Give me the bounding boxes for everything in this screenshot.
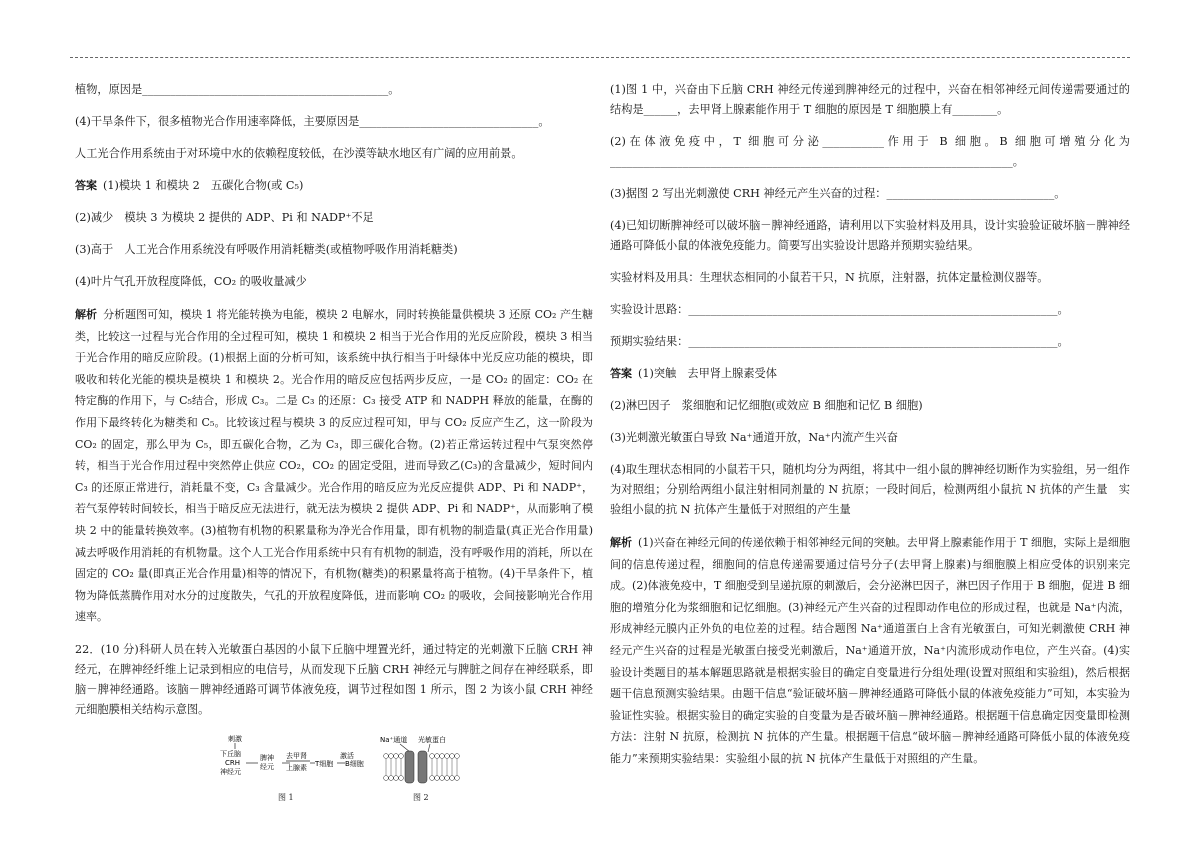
answer-line: (2)淋巴因子 浆细胞和记忆细胞(或效应 B 细胞和记忆 B 细胞) <box>610 399 923 412</box>
left-column <box>75 80 593 806</box>
question-22: 22．(10 分)科研人员在转入光敏蛋白基因的小鼠下丘脑中埋置光纤，通过特定的光刺激下丘脑 CRH 神经元，在脾神经纤维上记录到相应的电信号，从而发现下丘脑 CRH 神经元与脾脏之间存在神经联系，即脑－脾神经通路。该脑－脾神经通路可调节体液免疫，调节过程如图 1 所示，图 2 为该小鼠 CRH 神经元细胞膜相关结构示意图。 <box>75 642 593 716</box>
fig1-spleen-label-1: 脾神 <box>260 753 274 762</box>
fig1-stim-label: 刺激 <box>228 734 242 743</box>
analysis-paragraph <box>610 532 1130 770</box>
figure-1 <box>220 734 380 802</box>
analysis-label: 解析 <box>75 308 98 321</box>
analysis-text: 分析题图可知，模块 1 将光能转换为电能，模块 2 电解水，同时转换能量供模块 3 还原 CO₂ 产生糖类，比较这一过程与光合作用的全过程可知，模块 1 和模块 2 相当于光合作用的光反应阶段，模块 3 相当于光合作用的暗反应阶段。(1)根据上面的分析可知，该系统中执行相当于叶绿体中光反应功能的模块，即吸收和转化光能的模块是模块 1 和模块 2。光合作用的暗反应包括两步反应，一是 CO₂ 的固定：CO₂ 在特定酶的作用下，与 C₅结合，形成 C₃。二是 C₃ 的还原：C₃ 接受 ATP 和 NADPH 释放的能量，在酶的作用下最终转化为糖类和 C₅。比较该过程与模块 3 的反应过程可知，甲与 CO₂ 反应产生乙，这一阶段为 CO₂ 的固定，那么甲为 C₅，即五碳化合物，乙为 C₃，即三碳化合物。(2)若正常运转过程中气泵突然停转，相当于光合作用过程中突然停止供应 CO₂，CO₂ 的固定受阻，进而导致乙(C₃)的含量减少，短时间内 C₃ 的还原正常进行，消耗量不变，C₃ 含量减少。光合作用的暗反应为光反应提供 ADP、Pi 和 NADP⁺，若气泵停转时间较长，相当于暗反应无法进行，就无法为模块 2 提供 ADP、Pi 和 NADP⁺，从而影响了模块 2 中的能量转换效率。(3)植物有机物的积累量称为净光合作用量，即有机物的制造量(真正光合作用量)减去呼吸作用消耗的有机物量。这个人工光合作用系统中只有有机物的制造，没有呼吸作用的消耗，所以在固定的 CO₂ 量(即真正光合作用量)相等的情况下，有机物(糖类)的积累量将高于植物。(4)干旱条件下，植物为降低蒸腾作用对水分的过度散失，气孔的开放程度降低，进而影响 CO₂ 的吸收，会间接影响光合作用速率。 <box>75 308 594 624</box>
fig2-na-label: Na⁺通道 <box>380 735 408 744</box>
na-channel-left <box>405 751 414 783</box>
sub-question: (1)图 1 中，兴奋由下丘脑 CRH 神经元传递到脾神经元的过程中，兴奋在相邻神经元间传递需要通过的结构是______，去甲肾上腺素能作用于 T 细胞的原因是 T 细胞膜上有________。 <box>610 83 1130 116</box>
answer-line <box>75 176 593 196</box>
fig1-crh-label: CRH <box>225 758 241 767</box>
header-rule <box>70 57 1130 58</box>
na-channel-right <box>418 751 427 783</box>
fig1-ne-label-2: 上腺素 <box>286 763 307 772</box>
fig1-bcell-label: B细胞 <box>345 759 364 768</box>
figures <box>75 734 593 806</box>
question-text: 植物，原因是____________________________________________。 <box>75 83 400 96</box>
question-text: (4)干旱条件下，很多植物光合作用速率降低，主要原因是________________________________。 <box>75 115 550 128</box>
fig1-tcell-label: T细胞 <box>315 759 334 768</box>
answer-label: 答案 <box>610 367 632 380</box>
answer-line: (3)光刺激光敏蛋白导致 Na⁺通道开放，Na⁺内流产生兴奋 <box>610 431 898 444</box>
sub-question: (4)已知切断脾神经可以破坏脑－脾神经通路，请利用以下实验材料及用具，设计实验验证破坏脑－脾神经通路可降低小鼠的体液免疫能力。简要写出实验设计思路并预期实验结果。 <box>610 219 1130 252</box>
fig1-ne-label-1: 去甲肾 <box>286 751 307 760</box>
answer-line: (4)叶片气孔开放程度降低，CO₂ 的吸收量减少 <box>75 275 307 288</box>
expected-prompt: 预期实验结果：__________________________________________________________________。 <box>610 335 1069 348</box>
analysis-paragraph <box>75 304 593 628</box>
design-prompt: 实验设计思路：__________________________________________________________________。 <box>610 303 1069 316</box>
sub-question: (2)在体液免疫中，T 细胞可分泌___________作用于 B 细胞。B 细胞可增殖分化为________________________________________________________________________。 <box>610 135 1130 168</box>
analysis-text: (1)兴奋在神经元间的传递依赖于相邻神经元间的突触。去甲肾上腺素能作用于 T 细胞，实际上是细胞间的信息传递过程，细胞间的信息传递需要通过信号分子(去甲肾上腺素)与细胞膜上相应受体的识别来完成。(2)体液免疫中，T 细胞受到呈递抗原的刺激后，会分泌淋巴因子，淋巴因子作用于 B 细胞，促进 B 细胞的增殖分化为浆细胞和记忆细胞。(3)神经元产生兴奋的过程即动作电位的形成过程，也就是 Na⁺内流，形成神经元膜内正外负的电位差的过程。结合题图 Na⁺通道蛋白上含有光敏蛋白，可知光刺激使 CRH 神经元产生兴奋的过程是光敏蛋白接受光刺激后，Na⁺通道开放，Na⁺内流形成动作电位，产生兴奋。(4)实验设计类题目的基本解题思路就是根据实验目的确定自变量进行分组处理(设置对照组和实验组)，然后根据题干信息预测实验结果。由题干信息“验证破坏脑－脾神经通路可降低小鼠的体液免疫能力”可知，本实验为验证性实验。根据实验目的确定实验的自变量为是否破坏脑－脾神经通路。根据题干信息确定因变量即检测方法：注射 N 抗原，检测抗 N 抗体的产生量。根据题干信息“破坏脑－脾神经通路可降低小鼠的体液免疫能力”来预期实验结果：实验组小鼠的抗 N 抗体产生量低于对照组的产生量。 <box>610 536 1130 765</box>
answer-line <box>610 364 1130 384</box>
question-text: 人工光合作用系统由于对环境中水的依赖程度较低，在沙漠等缺水地区有广阔的应用前景。 <box>75 147 523 160</box>
sub-question: (3)据图 2 写出光刺激使 CRH 神经元产生兴奋的过程：______________________________。 <box>610 187 1066 200</box>
fig2-photo-label: 光敏蛋白 <box>418 735 446 744</box>
answer-label: 答案 <box>75 179 97 192</box>
answer-line: (4)取生理状态相同的小鼠若干只，随机均分为两组，将其中一组小鼠的脾神经切断作为实验组，另一组作为对照组；分别给两组小鼠注射相同剂量的 N 抗原；一段时间后，检测两组小鼠抗 N 抗体的产生量 实验组小鼠的抗 N 抗体产生量低于对照组的产生量 <box>610 463 1130 516</box>
answer-line: (2)减少 模块 3 为模块 2 提供的 ADP、Pi 和 NADP⁺不足 <box>75 211 374 224</box>
fig1-hypo-label: 下丘脑 <box>220 749 241 758</box>
fig1-neuron-label: 神经元 <box>220 767 241 776</box>
analysis-label: 解析 <box>610 536 633 549</box>
figure-1-caption: 图 1 <box>278 792 294 802</box>
figure-2-caption: 图 2 <box>413 792 429 802</box>
answer-line: (3)高于 人工光合作用系统没有呼吸作用消耗糖类(或植物呼吸作用消耗糖类) <box>75 243 458 256</box>
right-column <box>610 80 1130 770</box>
fig1-activate-label: 激活 <box>340 751 354 760</box>
fig1-spleen-label-2: 经元 <box>260 762 274 771</box>
answer-text: (1)突触 去甲肾上腺素受体 <box>638 367 777 380</box>
materials-text: 实验材料及用具：生理状态相同的小鼠若干只，N 抗原，注射器，抗体定量检测仪器等。 <box>610 271 1049 284</box>
answer-text: (1)模块 1 和模块 2 五碳化合物(或 C₅) <box>103 179 304 192</box>
figure-2 <box>380 734 475 802</box>
